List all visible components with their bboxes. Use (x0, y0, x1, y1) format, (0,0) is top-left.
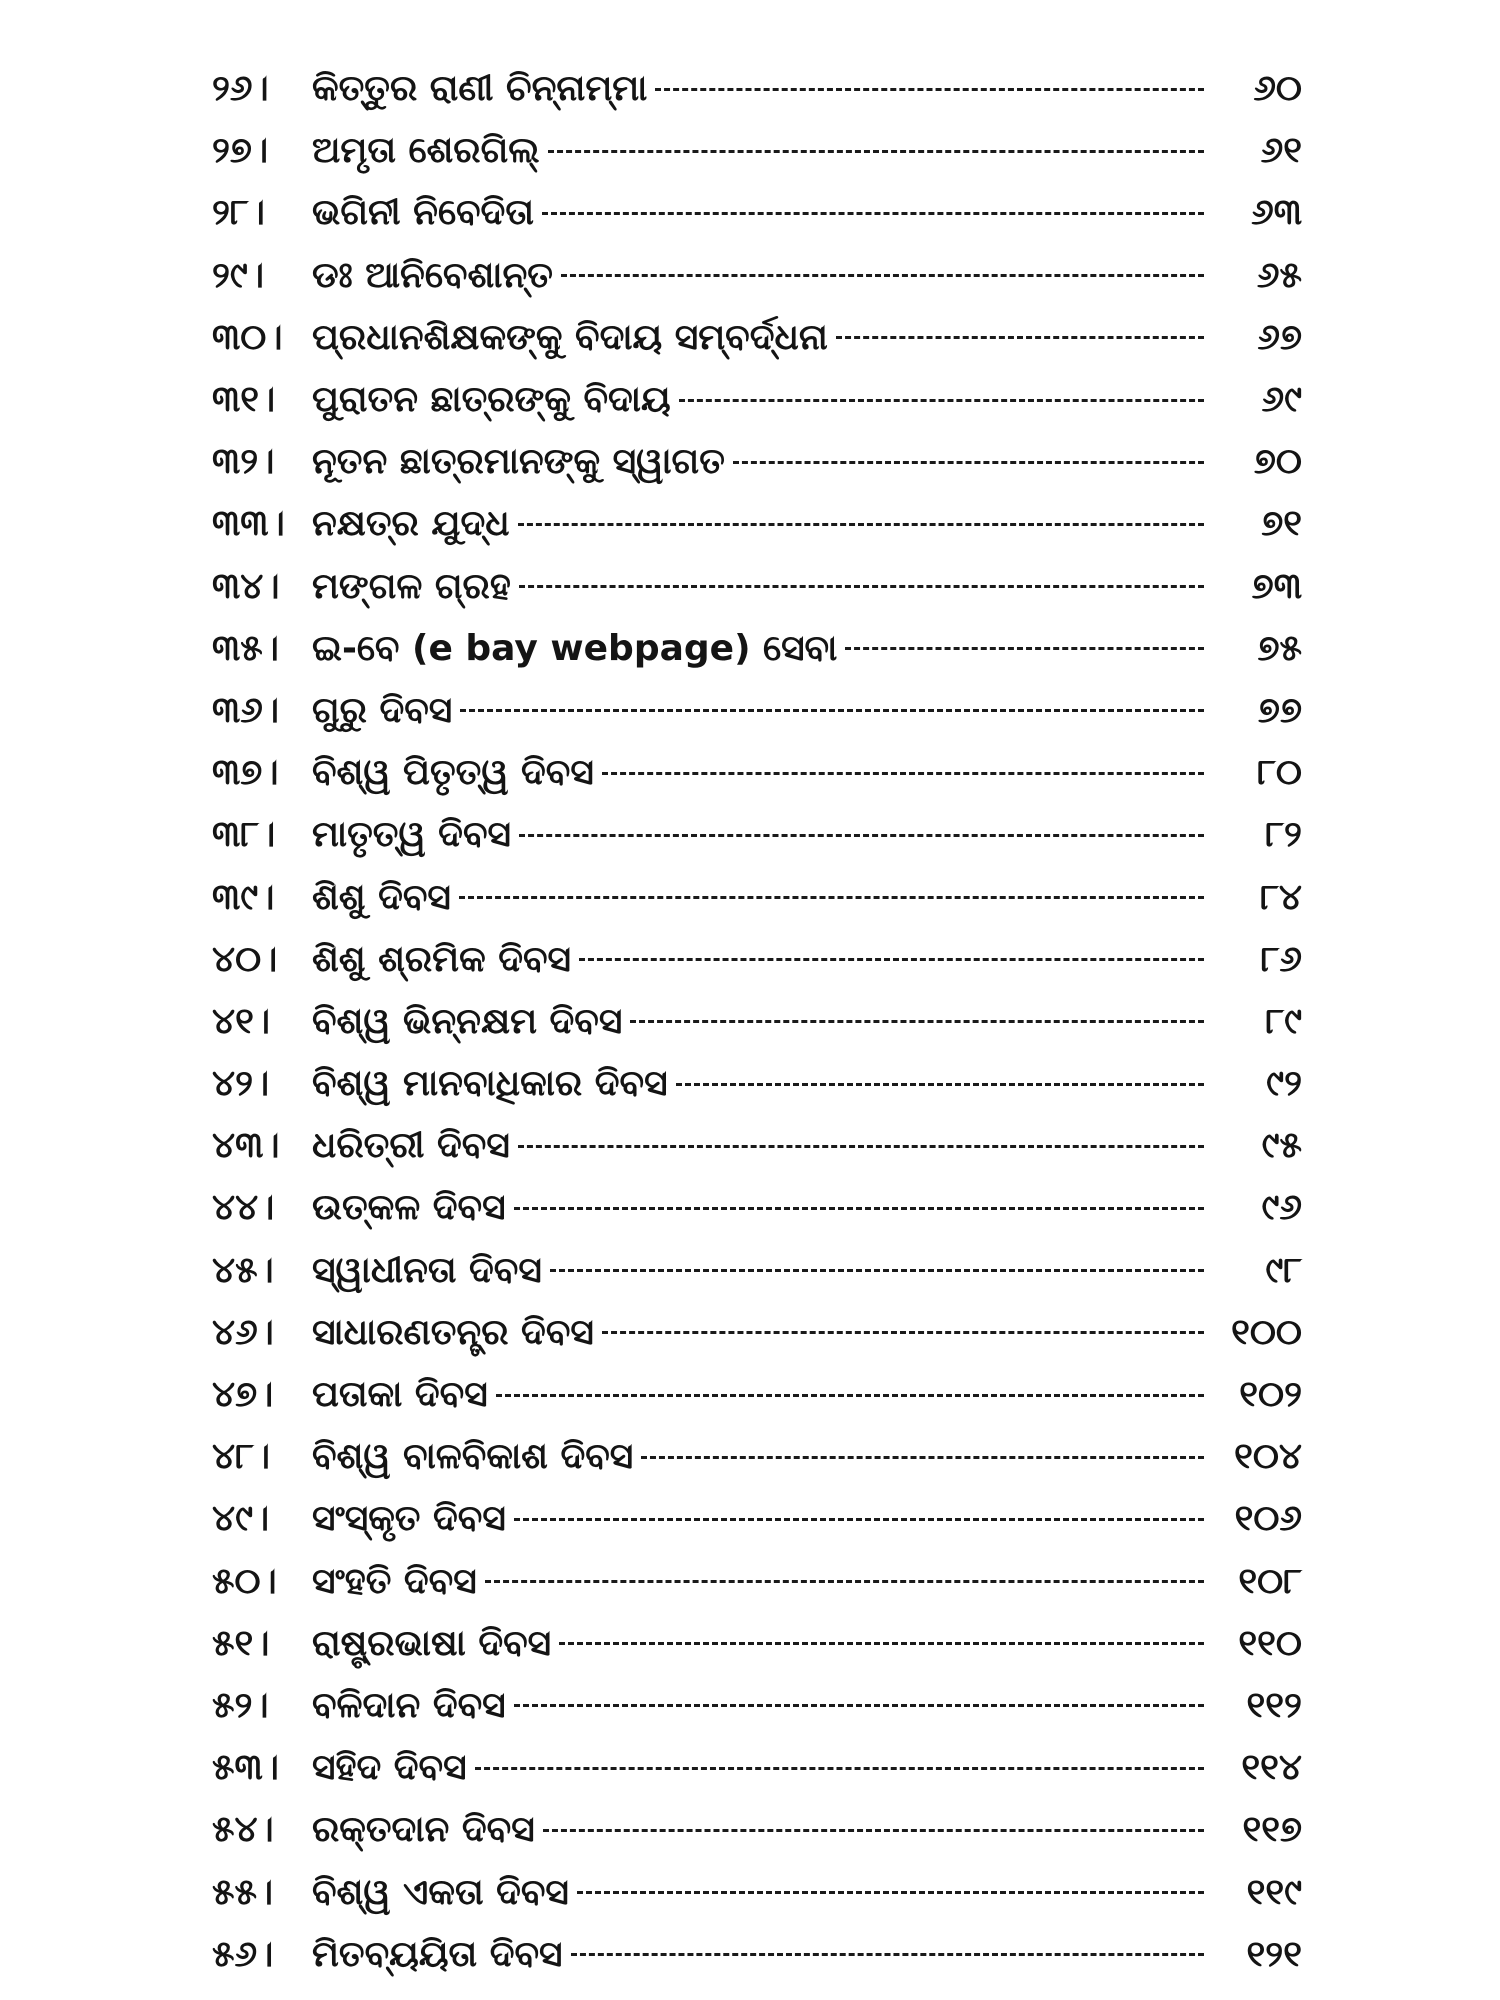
toc-entry (212, 493, 1302, 555)
dot-leader (460, 709, 1204, 712)
toc-entry (212, 58, 1302, 120)
toc-entry (212, 120, 1302, 182)
toc-entry (212, 742, 1302, 804)
toc-entry-number: ୩୨। (212, 441, 275, 483)
toc-entry (212, 245, 1302, 307)
dot-leader (543, 1829, 1204, 1832)
toc-entry-title: ପ୍ରଧାନଶିକ୍ଷକଙ୍କୁ ବିଦାୟ ସମ୍ବର୍ଦ୍ଧନା (312, 316, 828, 358)
dot-leader (679, 399, 1204, 402)
toc-entry-page-number: ୯୨ (1266, 1063, 1302, 1105)
toc-entry-number: ୨୬। (212, 68, 269, 110)
dot-leader (548, 150, 1204, 153)
table-of-contents (212, 58, 1302, 1986)
dot-leader (733, 461, 1204, 464)
toc-entry-title: ବିଶ୍ୱ ଏକତା ଦିବସ (312, 1871, 569, 1913)
toc-entry-page-number: ୬୧ (1260, 130, 1302, 172)
toc-entry-title: ଭଗିନୀ ନିବେଦିତା (312, 192, 534, 234)
toc-entry-number: ୪୭। (212, 1374, 274, 1416)
toc-entry-title: ଧରିତ୍ରୀ ଦିବସ (312, 1125, 510, 1167)
toc-entry (212, 1177, 1302, 1239)
toc-entry-page-number: ୧୧୨ (1246, 1684, 1302, 1726)
toc-entry-title: ବିଶ୍ୱ ମାନବାଧିକାର ଦିବସ (312, 1063, 668, 1105)
toc-entry (212, 307, 1302, 369)
toc-entry-title: ସହିଦ ଦିବସ (312, 1747, 467, 1789)
toc-entry-number: ୪୫। (212, 1249, 274, 1291)
toc-entry-title: ରାଷ୍ଟ୍ରଭାଷା ଦିବସ (312, 1622, 552, 1664)
toc-entry (212, 929, 1302, 991)
toc-entry-page-number: ୮୨ (1265, 814, 1302, 856)
toc-entry-number: ୩୫। (212, 627, 279, 669)
toc-entry-title: ମାତୃତ୍ୱ ଦିବସ (312, 814, 511, 856)
toc-entry-page-number: ୧୦୨ (1239, 1374, 1302, 1416)
toc-entry (212, 804, 1302, 866)
toc-entry-title: ବିଶ୍ୱ ଭିନ୍ନକ୍ଷମ ଦିବସ (312, 1000, 623, 1042)
toc-entry-number: ୪୩। (212, 1125, 280, 1167)
toc-entry-page-number: ୧୦୮ (1238, 1560, 1302, 1602)
dot-leader (514, 1518, 1204, 1521)
toc-entry-title: ସ୍ୱାଧୀନତା ଦିବସ (312, 1249, 542, 1291)
dot-leader (475, 1767, 1204, 1770)
toc-entry (212, 991, 1302, 1053)
toc-entry-number: ୫୩। (212, 1747, 279, 1789)
toc-entry-page-number: ୮୬ (1260, 938, 1302, 980)
toc-entry-title: ମଙ୍ଗଳ ଗ୍ରହ (312, 565, 511, 607)
toc-entry-page-number: ୮୦ (1257, 752, 1302, 794)
dot-leader (561, 274, 1204, 277)
dot-leader (836, 336, 1204, 339)
toc-entry (212, 1799, 1302, 1861)
toc-entry (212, 1551, 1302, 1613)
toc-entry (212, 1737, 1302, 1799)
toc-entry (212, 1115, 1302, 1177)
dot-leader (519, 834, 1204, 837)
toc-entry-title: ଅମୃତା ଶେରଗିଲ୍ (312, 130, 540, 172)
toc-entry (212, 1053, 1302, 1115)
toc-entry-title: କିତ୍ତୁର ରାଣୀ ଚିନ୍ନାମ୍ମା (312, 68, 648, 110)
toc-entry-title: ନୂତନ ଛାତ୍ରମାନଙ୍କୁ ସ୍ୱାଗତ (312, 441, 725, 483)
toc-entry-number: ୩୩। (212, 503, 285, 545)
toc-entry-page-number: ୧୨୧ (1246, 1933, 1302, 1975)
dot-leader (514, 1704, 1204, 1707)
toc-entry-number: ୫୫। (212, 1871, 274, 1913)
toc-entry (212, 1861, 1302, 1923)
toc-entry-title: ପୁରାତନ ଛାତ୍ରଙ୍କୁ ବିଦାୟ (312, 379, 671, 421)
toc-entry-title: ଶିଶୁ ଦିବସ (312, 876, 451, 918)
toc-entry-page-number: ୧୦୬ (1234, 1498, 1302, 1540)
toc-entry-page-number: ୯୬ (1261, 1187, 1302, 1229)
dot-leader (485, 1580, 1204, 1583)
toc-entry-page-number: ୮୪ (1260, 876, 1302, 918)
toc-entry-number: ୪୮। (212, 1436, 271, 1478)
toc-entry-page-number: ୧୧୯ (1246, 1871, 1302, 1913)
toc-entry-number: ୪୯। (212, 1498, 270, 1540)
toc-entry-title: ଉତ୍କଳ ଦିବସ (312, 1187, 506, 1229)
toc-entry-number: ୩୯। (212, 876, 275, 918)
toc-entry-number: ୪୧। (212, 1000, 271, 1042)
toc-entry-title: ଇ-ବେ (e bay webpage) ସେବା (312, 627, 838, 669)
toc-entry (212, 369, 1302, 431)
toc-entry-title: ଗୁରୁ ଦିବସ (312, 689, 453, 731)
toc-entry-number: ୩୮। (212, 814, 276, 856)
dot-leader (602, 772, 1204, 775)
toc-entry (212, 556, 1302, 618)
toc-entry-page-number: ୧୧୪ (1241, 1747, 1302, 1789)
toc-entry-number: ୨୭। (212, 130, 269, 172)
toc-entry-number: ୪୬। (212, 1311, 274, 1353)
toc-entry (212, 1924, 1302, 1986)
toc-entry-page-number: ୧୦୦ (1231, 1311, 1302, 1353)
toc-entry-page-number: ୬୭ (1257, 316, 1302, 358)
toc-entry (212, 1675, 1302, 1737)
toc-entry-number: ୩୧। (212, 379, 276, 421)
toc-entry-title: ସାଧାରଣତନ୍ତ୍ର ଦିବସ (312, 1311, 594, 1353)
toc-entry-title: ବଳିଦାନ ଦିବସ (312, 1684, 506, 1726)
toc-entry-page-number: ୬୫ (1256, 254, 1302, 296)
toc-entry-number: ୫୧। (212, 1622, 270, 1664)
toc-entry-number: ୫୨। (212, 1684, 269, 1726)
toc-entry-page-number: ୬୩ (1251, 192, 1302, 234)
dot-leader (676, 1083, 1204, 1086)
dot-leader (655, 88, 1204, 91)
toc-entry-number: ୪୪। (212, 1187, 275, 1229)
toc-entry-page-number: ୬୯ (1261, 379, 1302, 421)
dot-leader (518, 523, 1204, 526)
toc-entry-page-number: ୧୦୪ (1234, 1436, 1302, 1478)
toc-entry (212, 866, 1302, 928)
toc-entry-title: ମିତବ୍ୟୟିତା ଦିବସ (312, 1933, 563, 1975)
toc-entry-number: ୫୬। (212, 1933, 274, 1975)
toc-entry (212, 431, 1302, 493)
toc-entry-number: ୩୭। (212, 752, 279, 794)
toc-entry-title: ପତାକା ଦିବସ (312, 1374, 488, 1416)
toc-entry (212, 1364, 1302, 1426)
toc-entry-title: ଡଃ ଆନିବେଶାନ୍ତ (312, 254, 553, 296)
toc-entry-page-number: ୯୮ (1265, 1249, 1302, 1291)
dot-leader (459, 896, 1204, 899)
toc-entry-title: ସଂସ୍କୃତ ଦିବସ (312, 1498, 506, 1540)
dot-leader (518, 1145, 1204, 1148)
toc-entry-page-number: ୭୭ (1257, 689, 1302, 731)
toc-entry-page-number: ୭୧ (1261, 503, 1302, 545)
dot-leader (641, 1456, 1204, 1459)
toc-entry-number: ୩୪। (212, 565, 280, 607)
dot-leader (550, 1269, 1204, 1272)
dot-leader (519, 585, 1204, 588)
toc-entry-number: ୪୨। (212, 1063, 270, 1105)
toc-entry (212, 680, 1302, 742)
toc-entry-page-number: ୯୫ (1261, 1125, 1302, 1167)
dot-leader (559, 1642, 1204, 1645)
dot-leader (579, 958, 1204, 961)
dot-leader (571, 1953, 1205, 1956)
toc-entry (212, 1426, 1302, 1488)
toc-entry (212, 1613, 1302, 1675)
toc-entry-title: ବିଶ୍ୱ ବାଳବିକାଶ ଦିବସ (312, 1436, 634, 1478)
toc-entry (212, 1240, 1302, 1302)
toc-entry-number: ୩୬। (212, 689, 280, 731)
toc-entry-title: ସଂହତି ଦିବସ (312, 1560, 477, 1602)
toc-entry-number: ୨୯। (212, 254, 265, 296)
dot-leader (845, 647, 1204, 650)
dot-leader (542, 212, 1204, 215)
toc-entry-number: ୫୦। (212, 1560, 277, 1602)
toc-entry-title: ଶିଶୁ ଶ୍ରମିକ ଦିବସ (312, 938, 572, 980)
dot-leader (602, 1331, 1204, 1334)
toc-entry-page-number: ୧୧୭ (1242, 1809, 1302, 1851)
dot-leader (577, 1891, 1204, 1894)
toc-entry-page-number: ୭୫ (1257, 627, 1302, 669)
dot-leader (514, 1207, 1204, 1210)
toc-entry (212, 182, 1302, 244)
toc-entry (212, 1302, 1302, 1364)
toc-entry-number: ୨୮। (212, 192, 265, 234)
toc-entry-number: ୫୪। (212, 1809, 274, 1851)
toc-entry (212, 1488, 1302, 1550)
toc-entry-page-number: ୭୩ (1251, 565, 1302, 607)
toc-entry-page-number: ୧୧୦ (1238, 1622, 1302, 1664)
toc-entry-title: ନକ୍ଷତ୍ର ଯୁଦ୍ଧ (312, 503, 510, 545)
dot-leader (496, 1394, 1204, 1397)
toc-entry-title: ବିଶ୍ୱ ପିତୃତ୍ୱ ଦିବସ (312, 752, 594, 794)
toc-entry-page-number: ୭୦ (1253, 441, 1302, 483)
toc-entry (212, 618, 1302, 680)
dot-leader (630, 1020, 1204, 1023)
toc-entry-page-number: ୬୦ (1253, 68, 1302, 110)
toc-entry-number: ୩୦। (212, 316, 283, 358)
toc-entry-title: ରକ୍ତଦାନ ଦିବସ (312, 1809, 535, 1851)
toc-entry-number: ୪୦। (212, 938, 278, 980)
toc-entry-page-number: ୮୯ (1265, 1000, 1302, 1042)
